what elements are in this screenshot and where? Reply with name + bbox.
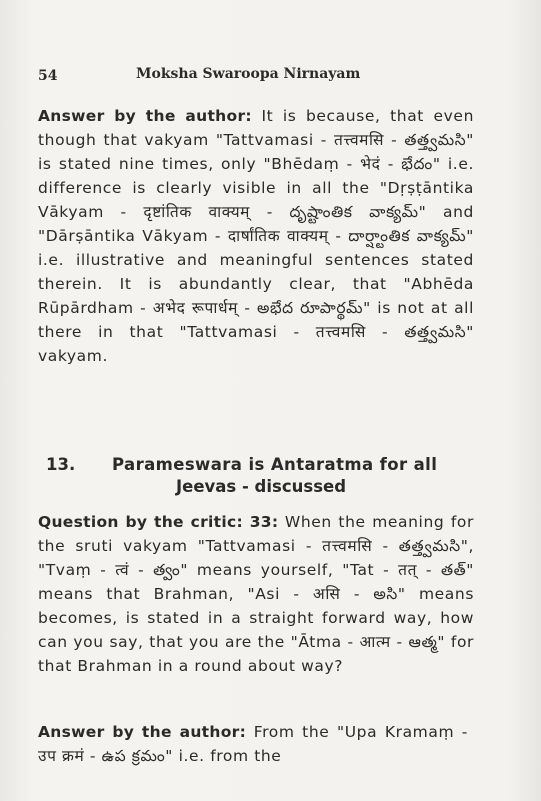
- answer-paragraph-2: [38, 720, 468, 768]
- page-header: [38, 66, 501, 88]
- answer-label-2: Answer by the author:: [38, 723, 247, 741]
- answer-paragraph-1: [38, 104, 474, 368]
- section-title-line2: Jeevas - discussed: [175, 477, 347, 496]
- section-number: 13.: [46, 455, 76, 474]
- question-text: When the meaning for the sruti vakyam "Tattvamasi - तत्त्वमसि - తత్త్వమసి", "Tvaṃ - त्वं - త్వం" means yourself, "Tat - तत् - తత్" means that Brahman, "Asi - असि - అసి" means becomes, is stated in a straight forward way, how can you say, that you are the "Ātma - आत्म - ఆత్మ" for that Brahman in a round about way?: [38, 513, 474, 675]
- section-title-line1: Parameswara is Antaratma for all: [112, 455, 438, 474]
- answer-text: It is because, that even though that vakyam "Tattvamasi - तत्त्वमसि - తత్త్వమసి" is stated nine times, only "Bhēdaṃ - भेदं - భేదం" i.e. difference is clearly visible in all the "Dṛṣṭāntika Vākyam - दृष्टांतिक वाक्यम् - దృష్టాంతిక వాక్యమ్" and "Dārṣāntika Vākyam - दार्षांतिक वाक्यम् - దార్ష్టాంతిక వాక్యమ్" i.e. illustrative and meaningful sentences stated therein. It is abundantly clear, that "Abhēda Rūpārdham - अभेद रूपार्धम् - అభేద రూపార్థమ్" is not at all there in that "Tattvamasi - तत्त्वमसि - తత్త్వమసి" vakyam.: [38, 107, 474, 365]
- running-title: Moksha Swaroopa Nirnayam: [136, 66, 361, 82]
- answer-text-2: From the "Upa Kramaṃ - उप क्रमं - ఉప క్రమం" i.e. from the: [38, 723, 468, 765]
- page-number: 54: [38, 68, 58, 84]
- answer-label: Answer by the author:: [38, 107, 252, 125]
- question-label: Question by the critic: 33:: [38, 513, 279, 531]
- question-paragraph-33: [38, 510, 474, 678]
